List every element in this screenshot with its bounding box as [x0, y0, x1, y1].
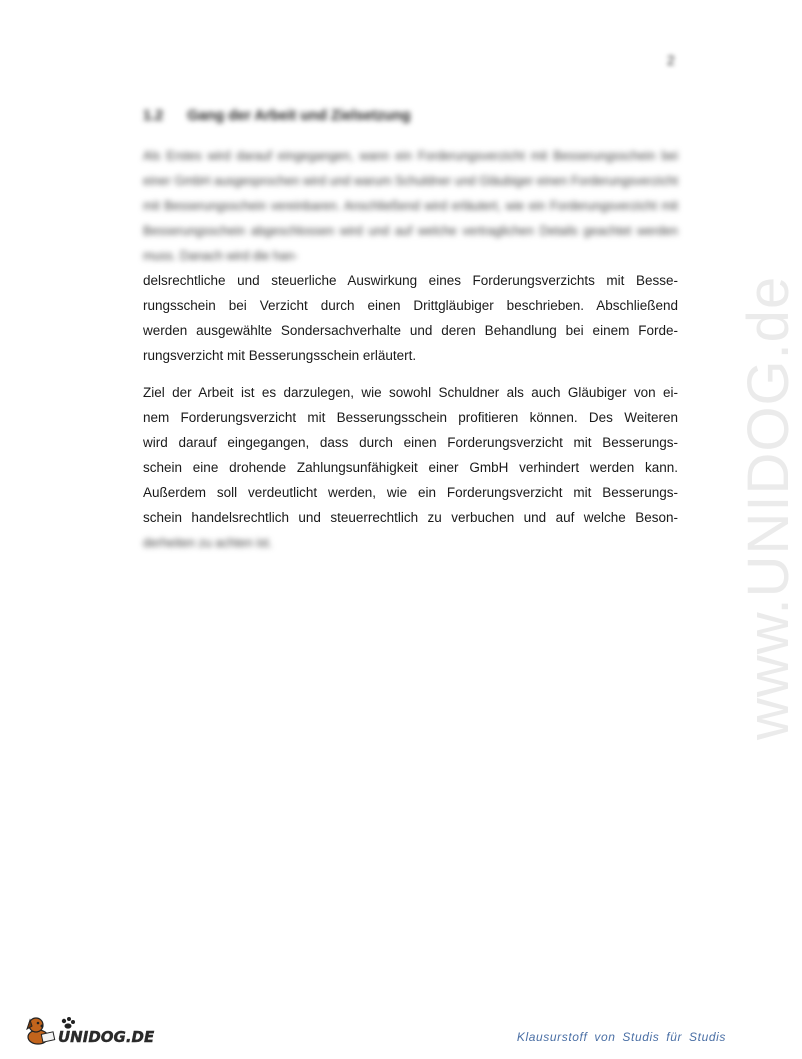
paragraph-2: [143, 380, 678, 530]
paw-icon: [62, 1017, 75, 1029]
text-line: Ziel der Arbeit ist es darzulegen, wie sowohl Schuldner als auch Gläubiger von ei-: [143, 385, 678, 400]
section-title: Gang der Arbeit und Zielsetzung: [187, 108, 411, 124]
unidog-logo: [24, 1011, 154, 1047]
section-heading: [143, 108, 411, 124]
text-line: schein eine drohende Zahlungsunfähigkeit einer GmbH verhindert werden kann.: [143, 460, 678, 475]
text-line: wird darauf eingegangen, dass durch einen Forderungsverzicht mit Besserungs-: [143, 435, 678, 450]
paragraph-2-blurred-end: derheiten zu achten ist.: [143, 536, 273, 550]
footer-tagline: Klausurstoff von Studis für Studis: [516, 1030, 726, 1044]
text-line: delsrechtliche und steuerliche Auswirkung eines Forderungsverzichts mit Besse-: [143, 273, 678, 288]
watermark: www.UNIDOG.de: [736, 275, 801, 740]
text-line: werden ausgewählte Sondersachverhalte und deren Behandlung bei einem Forde-: [143, 323, 678, 338]
text-line: nem Forderungsverzicht mit Besserungsschein profitieren können. Des Weiteren: [143, 410, 678, 425]
dog-mascot-icon: [27, 1018, 55, 1044]
text-line: Außerdem soll verdeutlicht werden, wie ein Forderungsverzicht mit Besserungs-: [143, 485, 678, 500]
paragraph-1-blurred-start: Als Erstes wird darauf eingegangen, wann ein Forderungsverzicht mit Besserungsschein bei einer GmbH ausgesprochen wird und warum Schuldner und Gläubiger einen Forderungsverzicht mit Besserungsschein vereinbaren. Anschließend wird erläutert, wie ein Forderungsverzicht mit Besserungsschein abgeschlossen wird und auf welche vertraglichen Details geachtet werden muss. Danach wird die han-: [143, 149, 678, 263]
section-number: 1.2: [143, 108, 164, 124]
paragraph-1: [143, 268, 678, 368]
page-number: 2: [667, 52, 675, 68]
logo-text: UNIDOG.DE: [58, 1028, 155, 1046]
text-line: rungsverzicht mit Besserungsschein erläutert.: [143, 348, 417, 363]
text-line: rungsschein bei Verzicht durch einen Drittgläubiger beschrieben. Abschließend: [143, 298, 678, 313]
text-line: schein handelsrechtlich und steuerrechtlich zu verbuchen und auf welche Beson-: [143, 510, 678, 525]
